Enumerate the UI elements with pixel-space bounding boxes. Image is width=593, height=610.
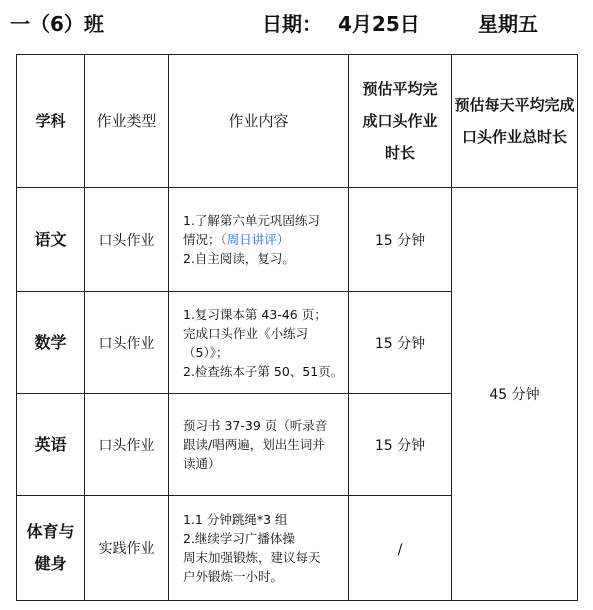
type-cell: 实践作业: [85, 496, 169, 601]
content-cell: 1.了解第六单元巩固练习 情况；（周日讲评） 2.自主阅读，复习。: [169, 188, 349, 292]
page-header: [0, 0, 593, 52]
type-cell: 口头作业: [85, 394, 169, 496]
class-name: 一（6）班: [10, 12, 104, 36]
subject-cell: 语文: [17, 188, 85, 292]
col-header-content: 作业内容: [169, 55, 349, 188]
type-cell: 口头作业: [85, 292, 169, 394]
content-cell: 1.复习课本第 43-46 页； 完成口头作业《小练习 （5）》； 2.检查练本子第 50、51页。: [169, 292, 349, 394]
duration-cell: 15 分钟: [349, 394, 452, 496]
subject-cell: 英语: [17, 394, 85, 496]
type-cell: 口头作业: [85, 188, 169, 292]
table-header-row: [17, 55, 578, 188]
date-label: 日期：: [262, 12, 322, 36]
duration-cell: /: [349, 496, 452, 601]
content-cell: 1.1 分钟跳绳*3 组 2.继续学习广播体操 周末加强锻炼，建议每天 户外锻炼一小时。: [169, 496, 349, 601]
col-header-est-avg: 预估平均完 成口头作业 时长: [349, 55, 452, 188]
date-value: 4月25日: [338, 12, 420, 36]
table-row: [17, 188, 578, 292]
duration-cell: 15 分钟: [349, 188, 452, 292]
subject-cell: 体育与 健身: [17, 496, 85, 601]
col-header-type: 作业类型: [85, 55, 169, 188]
subject-cell: 数学: [17, 292, 85, 394]
content-cell: 预习书 37-39 页（听录音 跟读/唱两遍，划出生词并 读通）: [169, 394, 349, 496]
review-note: （周日讲评）: [220, 232, 290, 247]
homework-table: [16, 54, 578, 601]
col-header-subject: 学科: [17, 55, 85, 188]
duration-cell: 15 分钟: [349, 292, 452, 394]
col-header-est-daily: 预估每天平均完成 口头作业总时长: [452, 55, 578, 188]
weekday: 星期五: [478, 12, 538, 36]
total-duration-cell: 45 分钟: [452, 188, 578, 601]
